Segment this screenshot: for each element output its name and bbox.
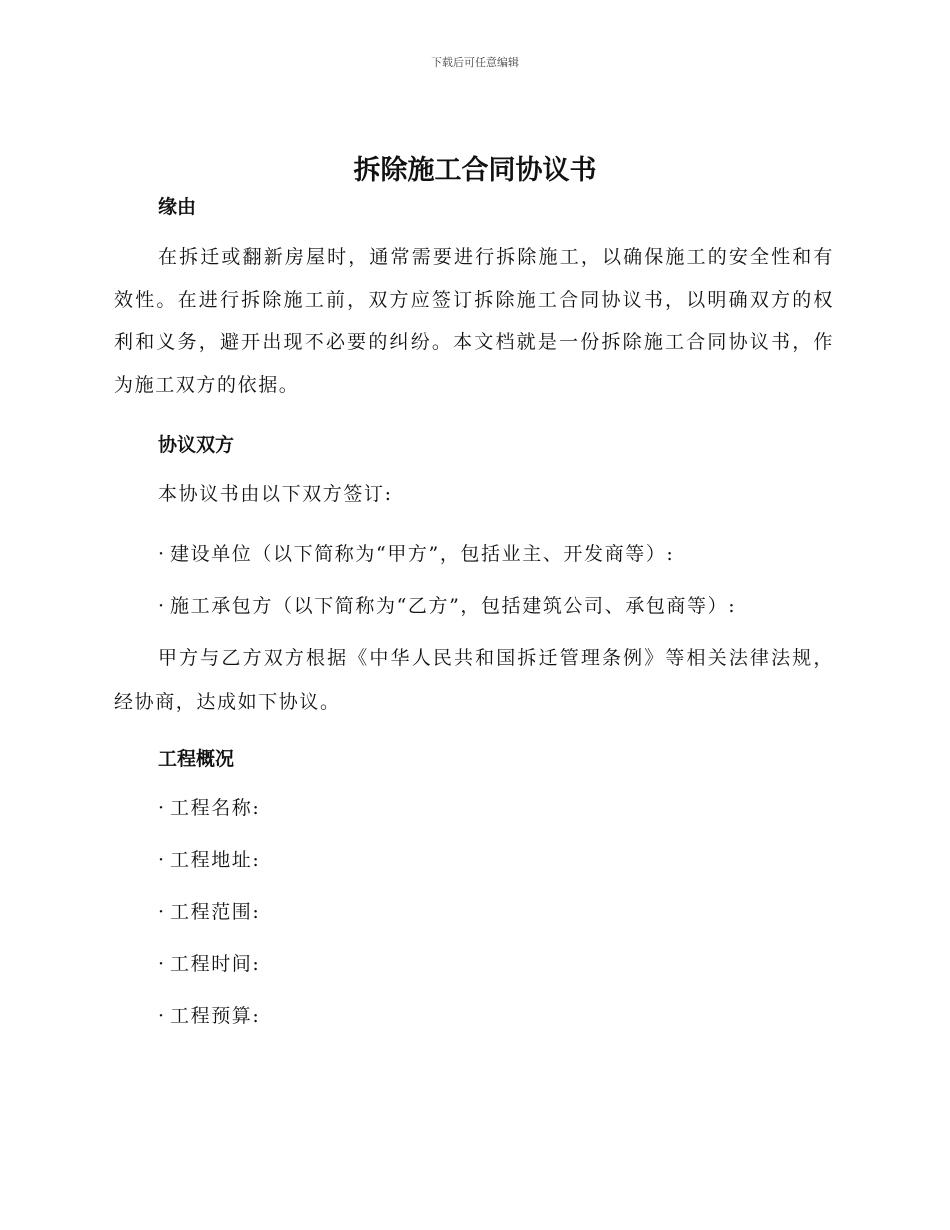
section-parties [114,430,834,724]
list-item [114,782,834,834]
list-item-text: 建设单位（以下简称为“甲方”，包括业主、开发商等）: [170,543,675,565]
paragraph: 甲方与乙方双方根据《中华人民共和国拆迁管理条例》等相关法律法规，经协商，达成如下协议。 [114,647,834,713]
list-item [114,938,834,990]
section-heading: 工程概况 [158,748,235,770]
bullet-icon: · [158,1005,166,1027]
bullet-icon: · [158,901,166,923]
list-item [114,528,834,580]
list-item-text: 工程名称: [170,797,261,819]
list-item [114,886,834,938]
document-title: 拆除施工合同协议书 [353,155,597,186]
document-body [114,192,834,1042]
section-project-overview [114,744,834,1042]
section-background [114,192,834,406]
bullet-icon: · [158,953,166,975]
section-heading: 缘由 [158,196,197,218]
bullet-icon: · [158,797,166,819]
bullet-icon: · [158,595,166,617]
list-item [114,580,834,632]
bullet-icon: · [158,849,166,871]
list-item-text: 工程预算: [170,1005,261,1027]
list-item-text: 工程时间: [170,953,261,975]
bullet-icon: · [158,543,166,565]
paragraph: 在拆迁或翻新房屋时，通常需要进行拆除施工，以确保施工的安全性和有效性。在进行拆除施工前，双方应签订拆除施工合同协议书，以明确双方的权利和义务，避开出现不必要的纠纷。本文档就是一份拆除施工合同协议书，作为施工双方的依据。 [114,246,834,396]
list-item-text: 工程地址: [170,849,261,871]
list-item [114,834,834,886]
list-item [114,990,834,1042]
list-item-text: 施工承包方（以下简称为“乙方”，包括建筑公司、承包商等）: [170,595,737,617]
list-item-text: 工程范围: [170,901,261,923]
page-header-note: 下载后可任意编辑 [431,56,519,69]
section-heading: 协议双方 [158,434,235,456]
paragraph: 本协议书由以下双方签订: [158,483,393,505]
